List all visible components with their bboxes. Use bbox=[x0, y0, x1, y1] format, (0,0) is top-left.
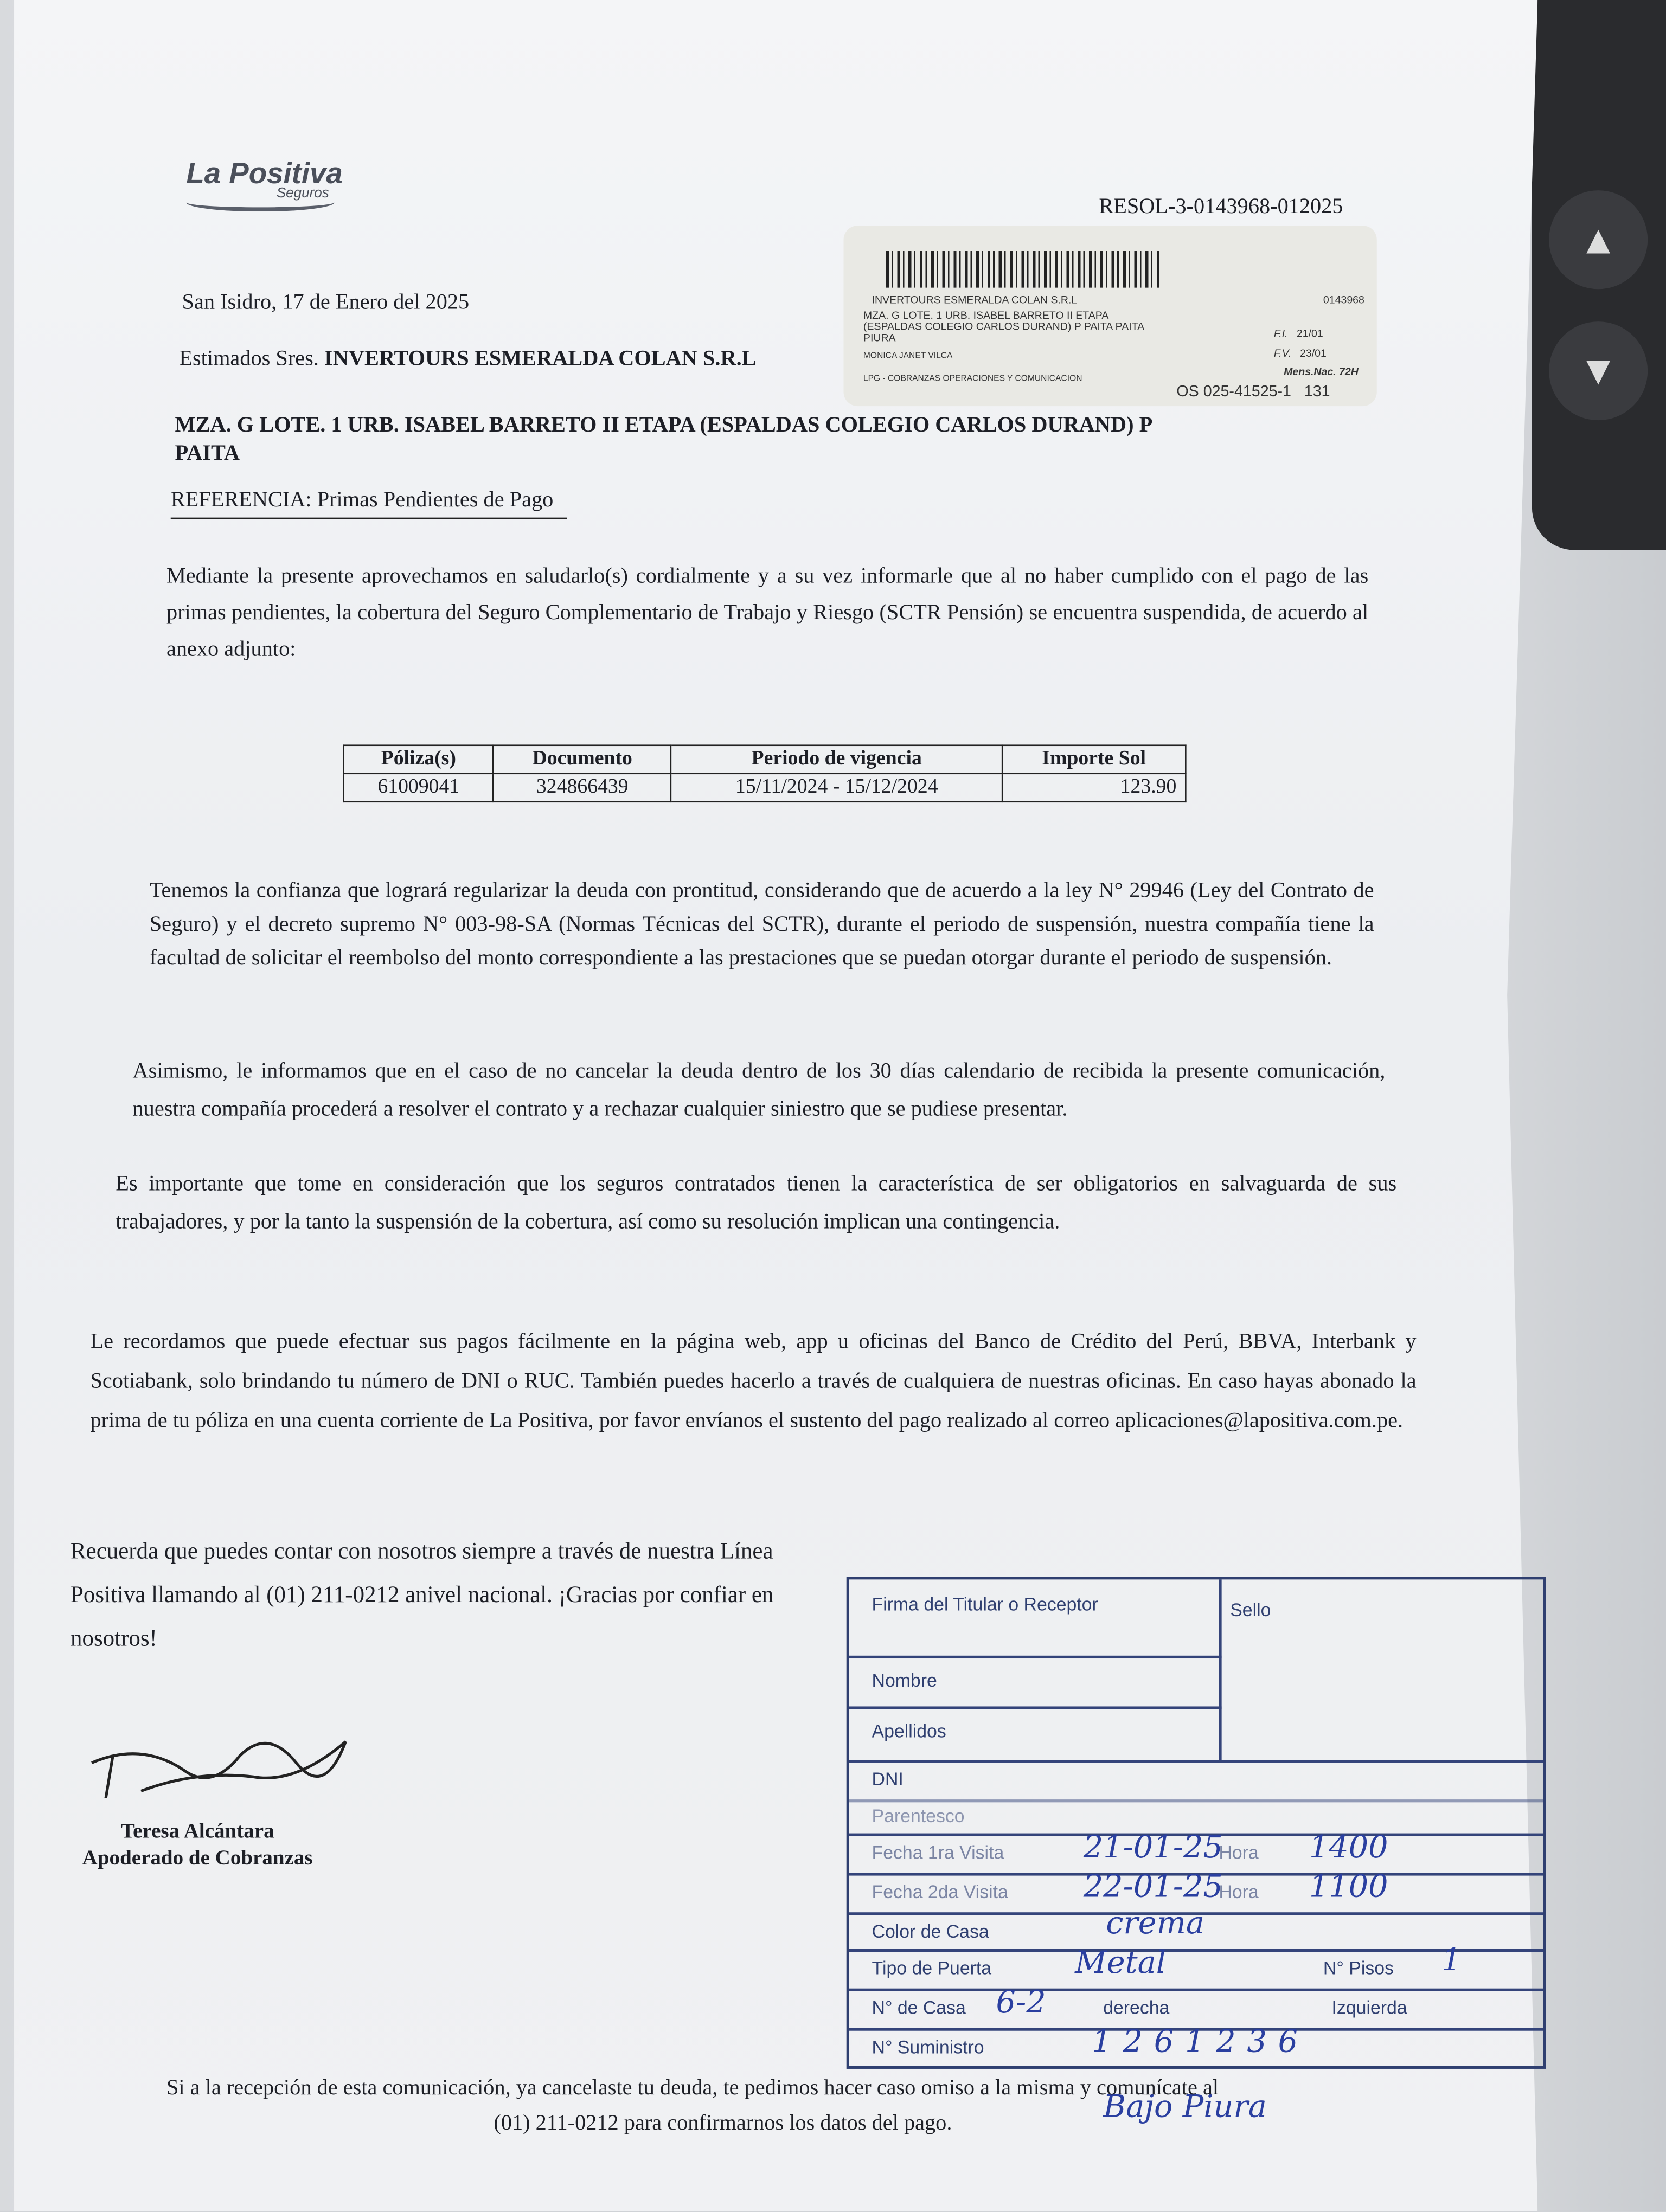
form-hora1_val: 1400 bbox=[1309, 1830, 1388, 1866]
signer-role: Apoderado de Cobranzas bbox=[82, 1847, 313, 1870]
recipient: INVERTOURS ESMERALDA COLAN S.R.L bbox=[324, 346, 757, 371]
form-izquierda: Izquierda bbox=[1331, 1997, 1407, 2018]
table-headers-3: Importe Sol bbox=[1002, 745, 1186, 774]
paragraph-6: Recuerda que puedes contar con nosotros siempre a través de nuestra Línea Positiva llamando al (01) 211-0212 anivel nacional. ¡Gracias por confiar en nosotros! bbox=[71, 1537, 774, 1652]
table-row bbox=[343, 774, 1186, 802]
form-hora2_val: 1100 bbox=[1309, 1870, 1388, 1906]
greeting bbox=[179, 341, 756, 376]
label-mens: Mens.Nac. 72H bbox=[1284, 365, 1359, 378]
signer-name: Teresa Alcántara bbox=[120, 1821, 274, 1843]
table-headers-2: Periodo de vigencia bbox=[671, 745, 1002, 774]
annex-table bbox=[343, 744, 1187, 802]
reference bbox=[171, 483, 568, 519]
label-person: MONICA JANET VILCA bbox=[863, 352, 953, 361]
paragraph-1: Mediante la presente aprovechamos en saludarlo(s) cordialmente y a su vez informarle que al no haber cumplido con el pago de las primas pendientes, la cobertura del Seguro Complementario de Trabajo y Riesgo (SCTR Pensión) se encuentra suspendida, de acuerdo al anexo adjunto: bbox=[166, 564, 1369, 661]
label-fi: 21/01 bbox=[1296, 327, 1323, 340]
resolution-number: RESOL-3-0143968-012025 bbox=[1099, 194, 1343, 219]
form-color: Color de Casa bbox=[849, 1912, 1543, 1949]
paragraph-4: Es importante que tome en consideración que los seguros contratados tienen la característica de ser obligatorios en salvaguarda de sus trabajadores, y por la tanto la suspensión de la cobertura, así como su resolución implican una contingencia. bbox=[116, 1172, 1397, 1234]
form-visita2_val: 22-01-25 bbox=[1083, 1870, 1223, 1906]
form-apellidos: Apellidos bbox=[849, 1706, 1222, 1760]
form-hora: Hora bbox=[1219, 1881, 1259, 1903]
delivery-form-stamp bbox=[847, 1577, 1546, 2126]
form-puerta_val: Metal bbox=[1075, 1946, 1167, 1982]
form-color_val: crema bbox=[1106, 1906, 1205, 1942]
label-fv: 23/01 bbox=[1300, 346, 1327, 360]
arrow-down-icon: ▼ bbox=[1549, 321, 1648, 420]
form-visita1: Fecha 1ra Visita bbox=[872, 1842, 1004, 1863]
paragraph-3: Asimismo, le informamos que en el caso de no cancelar la deuda dentro de los 30 días calendario de recibida la presente comunicación, nuestra compañía procederá a resolver el contrato y a rechazar cualquier siniestro que se pudiese presentar. bbox=[132, 1059, 1386, 1121]
company-logo bbox=[186, 158, 342, 211]
reference: Primas Pendientes de Pago bbox=[317, 488, 554, 512]
form-firma: Firma del Titular o Receptor bbox=[872, 1593, 1098, 1615]
form-suministro_val: 1261236 bbox=[1092, 2025, 1309, 2061]
mailing-label bbox=[844, 226, 1377, 406]
label-code: 0143968 bbox=[1323, 293, 1364, 306]
form-sello: Sello bbox=[1230, 1599, 1271, 1621]
form-visita2: Fecha 2da Visita bbox=[872, 1881, 1008, 1903]
table-rows-0-3: 123.90 bbox=[1002, 774, 1186, 802]
table-headers-0: Póliza(s) bbox=[343, 745, 494, 774]
barcode bbox=[886, 251, 1161, 288]
label-name: INVERTOURS ESMERALDA COLAN S.R.L bbox=[872, 293, 1078, 306]
greeting_prefix: Estimados Sres. bbox=[179, 346, 319, 371]
form-hora: Hora bbox=[1219, 1842, 1259, 1863]
date-line: San Isidro, 17 de Enero del 2025 bbox=[182, 290, 470, 315]
reference_label: REFERENCIA: bbox=[170, 488, 312, 512]
label-fi_label: F.I. bbox=[1273, 327, 1288, 340]
form-visita1_val: 21-01-25 bbox=[1083, 1830, 1223, 1866]
table-rows-0-1: 324866439 bbox=[494, 774, 671, 802]
label-addr1: MZA. G LOTE. 1 URB. ISABEL BARRETO II ETAPA bbox=[863, 308, 1109, 322]
paragraph-5: Le recordamos que puede efectuar sus pagos fácilmente en la página web, app u oficinas del Banco de Crédito del Perú, BBVA, Interbank y Scotiabank, solo brindando tu número de DNI o RUC. También puedes hacerlo a través de cualquiera de nuestras oficinas. En caso hayas abonado la prima de tu póliza en una cuenta corriente de La Positiva, por favor envíanos el sustento del pago realizado al correo aplicaciones@lapositiva.com.pe. bbox=[90, 1329, 1417, 1433]
table-rows-0-0: 61009041 bbox=[343, 774, 494, 802]
label-addr3: PIURA bbox=[863, 331, 896, 344]
recipient-address: MZA. G LOTE. 1 URB. ISABEL BARRETO II ETAPA (ESPALDAS COLEGIO CARLOS DURAND) P PAITA bbox=[175, 413, 1152, 466]
label-fv_label: F.V. bbox=[1273, 346, 1291, 360]
signature bbox=[85, 1713, 353, 1812]
form-derecha: derecha bbox=[1103, 1997, 1170, 2018]
label-num: 131 bbox=[1304, 383, 1330, 401]
label-os: OS 025-41525-1 bbox=[1176, 383, 1291, 401]
label-dept: LPG - COBRANZAS OPERACIONES Y COMUNICACION bbox=[863, 375, 1082, 384]
footer-note bbox=[166, 2070, 1380, 2141]
signer-block bbox=[56, 1819, 338, 1873]
form-suministro: N° Suministro bbox=[849, 2028, 1543, 2066]
form-puerta: Tipo de Puerta bbox=[872, 1957, 992, 1979]
footer2: (01) 211-0212 para confirmarnos los datos del pago. bbox=[494, 2111, 952, 2136]
paragraph-2: Tenemos la confianza que logrará regularizar la deuda con prontitud, considerando que de acuerdo a la ley N° 29946 (Ley del Contrato de Seguro) y el decreto supremo N° 003-98-SA (Normas Técnicas del SCTR), durante el periodo de suspensión, nuestra compañía tiene la facultad de solicitar el reembolso del monto correspondiente a las prestaciones que se puedan otorgar durante el periodo de suspensión. bbox=[149, 878, 1374, 970]
form-pisos: N° Pisos bbox=[1323, 1957, 1394, 1979]
arrow-up-icon: ▲ bbox=[1549, 190, 1648, 289]
keyboard-background bbox=[1532, 0, 1666, 550]
logo-sub: Seguros bbox=[276, 186, 329, 202]
form-casa: N° de Casa bbox=[872, 1997, 966, 2018]
form-nombre: Nombre bbox=[849, 1656, 1222, 1707]
form-dni: DNI bbox=[849, 1760, 1543, 1799]
table-rows-0-2: 15/11/2024 - 15/12/2024 bbox=[671, 774, 1002, 802]
form-extra_val: Bajo Piura bbox=[1103, 2089, 1267, 2126]
form-parentesco: Parentesco bbox=[849, 1799, 1543, 1833]
logo-brand: La Positiva bbox=[186, 158, 343, 191]
table-headers-1: Documento bbox=[494, 745, 671, 774]
footer1: Si a la recepción de esta comunicación, ya cancelaste tu deuda, te pedimos hacer caso omiso a la misma y comunícate al bbox=[166, 2075, 1219, 2100]
label-addr2: (ESPALDAS COLEGIO CARLOS DURAND) P PAITA PAITA bbox=[863, 320, 1145, 333]
form-casa_val: 6-2 bbox=[996, 1985, 1046, 2021]
form-pisos_val: 1 bbox=[1441, 1943, 1462, 1979]
